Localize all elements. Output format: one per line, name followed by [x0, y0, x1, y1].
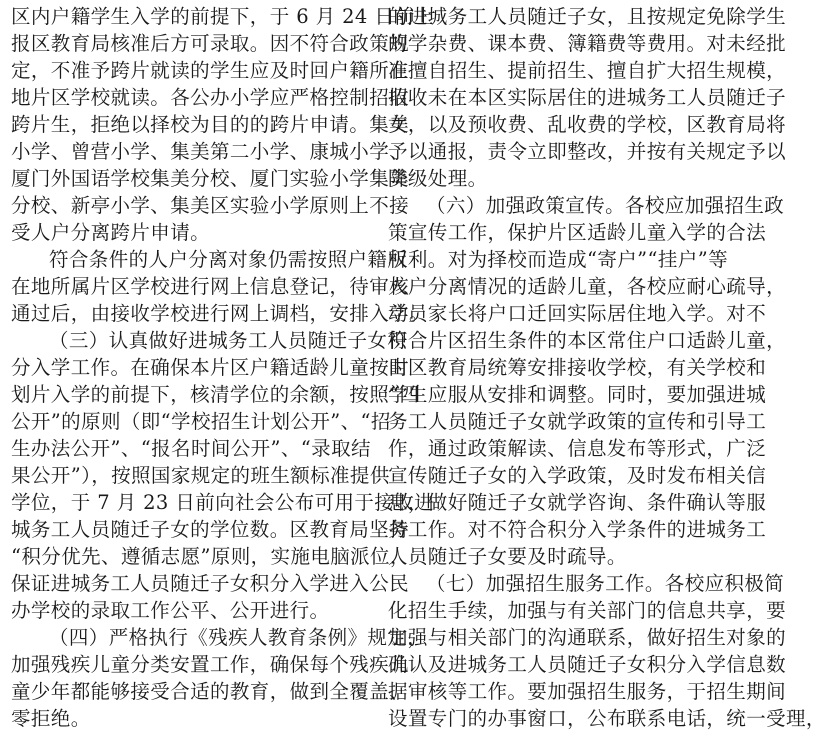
text-line: 生办法公开”、“报名时间公开”、“录取结	[11, 437, 371, 460]
text-line: （四）严格执行《残疾人教育条例》规定，	[49, 626, 428, 649]
text-line: 作，通过政策解读、信息发布等形式，广泛	[388, 437, 767, 460]
paragraph	[11, 246, 429, 327]
text-line: 受人户分离跨片申请。	[11, 221, 211, 244]
text-line: 城务工人员随迁子女的学位数。区教育局坚持	[11, 518, 410, 541]
paragraph	[11, 624, 428, 732]
text-line: 准擅自招生、提前招生、擅自扩大招生规模，	[388, 59, 787, 82]
text-line: 分入学工作。在确保本片区户籍适龄儿童按时	[11, 356, 410, 379]
left-column	[11, 3, 435, 732]
text-line: （七）加强招生服务工作。各校应积极简	[426, 572, 785, 595]
text-line: 予以通报，责令立即整改，并按有关规定予以	[388, 140, 787, 163]
text-line: 人员随迁子女要及时疏导。	[388, 545, 627, 568]
text-line: 女，以及预收费、乱收费的学校，区教育局将	[388, 113, 787, 136]
text-line: 保证进城务工人员随迁子女积分入学进入公民	[11, 572, 410, 595]
text-line: 果公开”），按照国家规定的班生额标准提供	[11, 464, 390, 487]
text-line: （三）认真做好进城务工人员随迁子女积	[49, 329, 408, 352]
text-line: 学位，于 7 月 23 日前向社会公布可用于接收进	[11, 491, 435, 514]
text-line: 设置专门的办事窗口，公布联系电话，统一受理，	[388, 707, 826, 730]
text-line: 符合条件的人户分离对象仍需按照户籍所	[49, 248, 408, 271]
text-line: 地片区学校就读。各公办小学应严格控制招收	[11, 86, 410, 109]
text-line: 定，不准予跨片就读的学生应及时回户籍所在	[11, 59, 410, 82]
text-line: 人户分离情况的适龄儿童，各校应耐心疏导，	[388, 275, 787, 298]
text-line: 动员家长将户口迁回实际居住地入学。对不	[388, 302, 767, 325]
text-line: 务工作。对不符合积分入学条件的进城务工	[388, 518, 767, 541]
text-line: 由区教育局统筹安排接收学校，有关学校和	[388, 356, 767, 379]
paragraph	[388, 570, 826, 732]
text-line: 划片入学的前提下，核清学位的余额，按照“四	[11, 383, 420, 406]
text-line: 的学杂费、课本费、簿籍费等费用。对未经批	[388, 32, 787, 55]
text-line: 厦门外国语学校集美分校、厦门实验小学集美	[11, 167, 410, 190]
text-line: 加强残疾儿童分类安置工作，确保每个残疾儿	[11, 653, 410, 676]
text-line: 小学、曾营小学、集美第二小学、康城小学、	[11, 140, 410, 163]
paragraph	[388, 3, 787, 192]
text-line: 办学校的录取工作公平、公开进行。	[11, 599, 330, 622]
paragraph	[388, 192, 787, 570]
text-line: 区内户籍学生入学的前提下，于 6 月 24 日前上	[11, 5, 435, 28]
text-line: 符合片区招生条件的本区常住户口适龄儿童，	[388, 329, 787, 352]
text-line: 学生应服从安排和调整。同时，要加强进城	[388, 383, 767, 406]
text-line: 加强与相关部门的沟通联系，做好招生对象的	[388, 626, 787, 649]
text-line: 策宣传工作，保护片区适龄儿童入学的合法	[388, 221, 767, 244]
text-line: 报区教育局核准后方可录取。因不符合政策规	[11, 32, 410, 55]
text-line: 在地所属片区学校进行网上信息登记，待审核	[11, 275, 410, 298]
paragraph	[11, 3, 435, 246]
text-line: 童少年都能够接受合适的教育，做到全覆盖、	[11, 680, 410, 703]
text-line: 通过后，由接收学校进行网上调档，安排入学。	[11, 302, 429, 325]
text-line: 招收未在本区实际居住的进城务工人员随迁子	[388, 86, 787, 109]
text-line: 据审核等工作。要加强招生服务，于招生期间	[388, 680, 787, 703]
text-line: 息，做好随迁子女就学咨询、条件确认等服	[388, 491, 767, 514]
right-column	[388, 3, 826, 732]
text-line: 宣传随迁子女的入学政策，及时发布相关信	[388, 464, 767, 487]
text-line: 零拒绝。	[11, 707, 91, 730]
text-line: 确认及进城务工人员随迁子女积分入学信息数	[388, 653, 787, 676]
text-line: “积分优先、遵循志愿”原则，实施电脑派位，	[11, 545, 410, 568]
text-line: 化招生手续，加强与有关部门的信息共享，要	[388, 599, 787, 622]
text-line: 权利。对为择校而造成“寄户”“挂户”等	[388, 248, 728, 271]
text-line: 务工人员随迁子女就学政策的宣传和引导工	[388, 410, 767, 433]
text-line: 分校、新亭小学、集美区实验小学原则上不接	[11, 194, 410, 217]
text-line: 公开”的原则（即“学校招生计划公开”、“招	[11, 410, 391, 433]
text-line: 降级处理。	[388, 167, 488, 190]
paragraph	[11, 327, 435, 624]
text-line: （六）加强政策宣传。各校应加强招生政	[426, 194, 785, 217]
text-line: 的进城务工人员随迁子女，且按规定免除学生	[388, 5, 787, 28]
text-line: 跨片生，拒绝以择校为目的的跨片申请。集美	[11, 113, 410, 136]
